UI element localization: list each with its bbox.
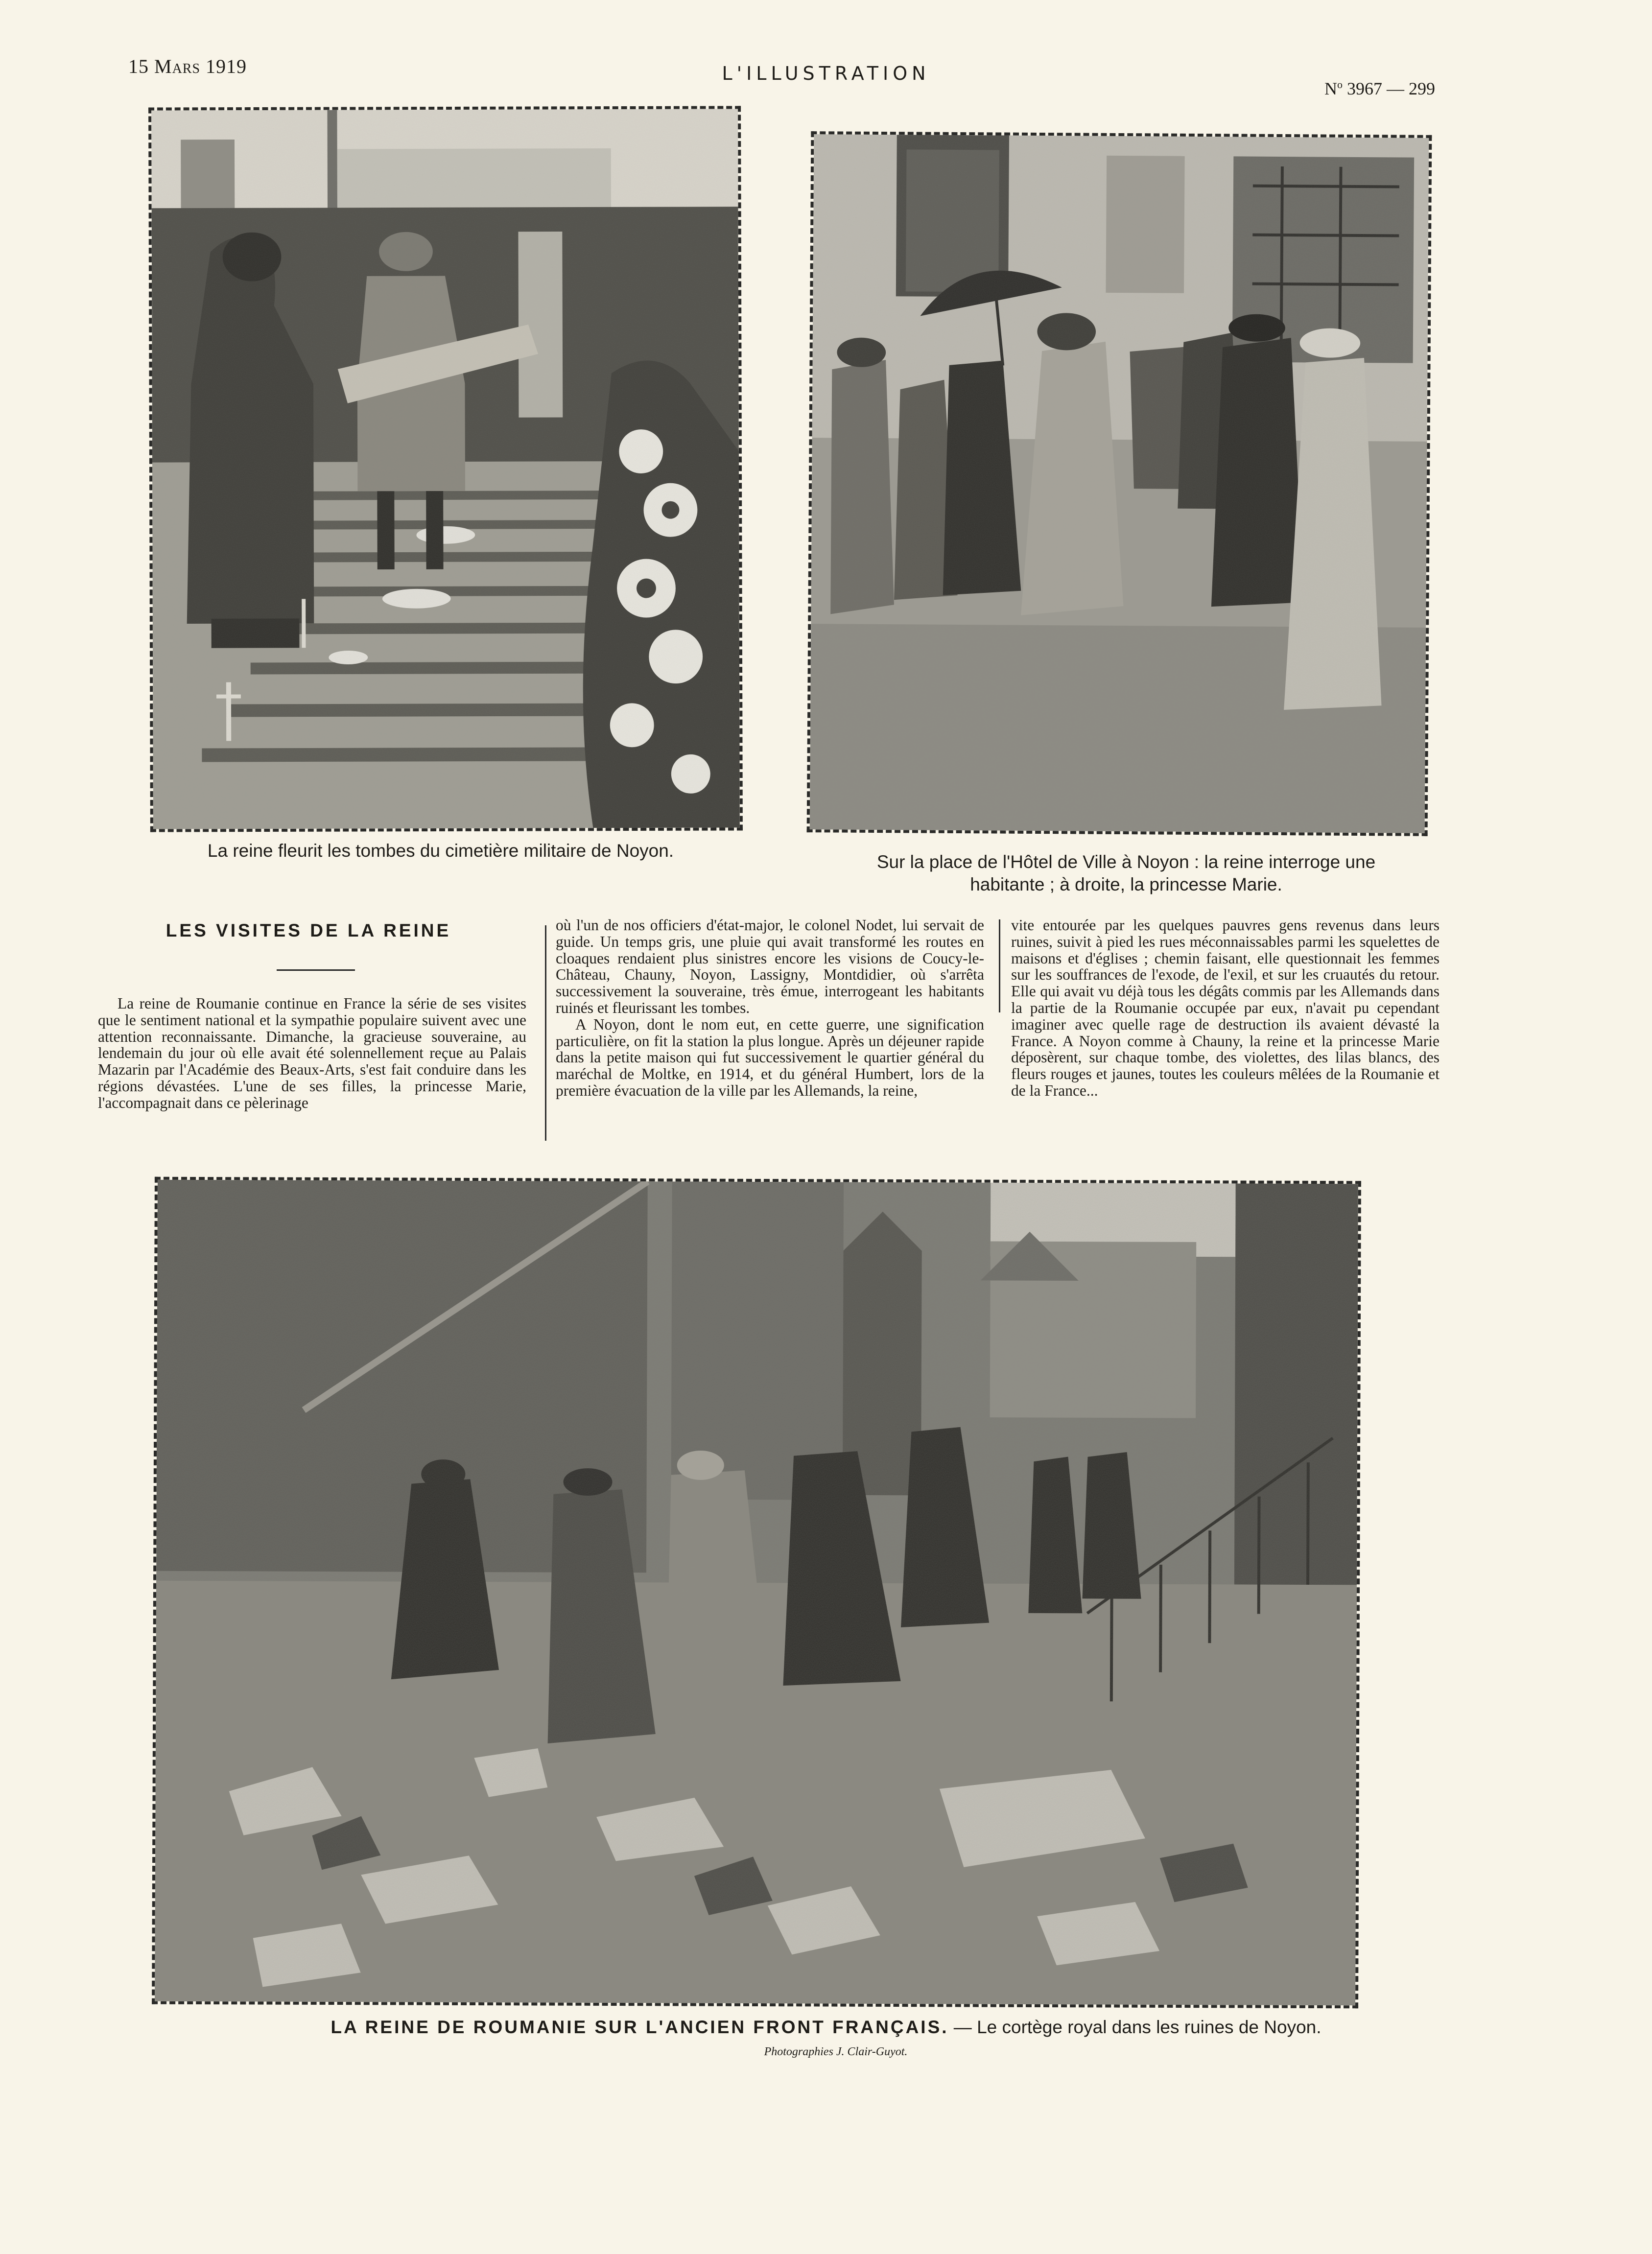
main-caption-dash: — xyxy=(948,2017,977,2037)
main-caption-headline: LA REINE DE ROUMANIE SUR L'ANCIEN FRONT FRANÇAIS. xyxy=(330,2017,949,2037)
article-column-1 xyxy=(98,995,526,1111)
page-number: 299 xyxy=(1409,79,1435,98)
issue-prefix: N xyxy=(1324,79,1337,98)
title-rule xyxy=(277,969,355,971)
photo-cemetery xyxy=(148,106,743,832)
paragraph: La reine de Roumanie continue en France la série de ses visites que le sentiment national et la sympathie populaire suivent avec une attention reconnaissante. Dimanche, la gracieuse souveraine, au lendemain du jour où elle avait été solennellement reçue au Palais Mazarin par l'Académie des Beaux-Arts, s'est fait conduire dans les régions dévastées. L'une de ses filles, la princesse Marie, l'accompagnait dans ce pèlerinage xyxy=(98,995,526,1111)
hotel-de-ville-photo-image xyxy=(810,134,1429,833)
paragraph: vite entourée par les quelques pauvres gens revenus dans leurs ruines, suivit à pied les rues méconnaissables parmi les squelettes de maisons et d'églises ; chemin faisant, elle questionnait les femmes sur les souffrances de l'exode, de l'exil, et sur les cruautés du retour. Elle qui avait vu déjà tous les dégâts commis par les Allemands dans la partie de la Roumanie occupée par eux, n'avait pu cependant imaginer avec quelle rage de destruction ils avaient dévasté la France. A Noyon comme à Chauny, la reine et la princesse Marie déposèrent, sur chaque tombe, des violettes, des lilas blancs, des fleurs rouges et jaunes, toutes les couleurs mêlées de la Roumanie et de la France... xyxy=(1011,916,1440,1099)
issue-date: 15 Mars 1919 xyxy=(128,55,247,77)
paragraph: A Noyon, dont le nom eut, en cette guerre, une signification particulière, on fit la station la plus longue. Après un déjeuner rapide dans la petite maison qui fut successivement le quartier général du maréchal de Moltke, en 1914, et du général Humbert, lors de la première évacuation de la ville par les Allemands, la reine, xyxy=(556,1015,984,1099)
photo-credit: Photographies J. Clair-Guyot. xyxy=(764,2045,908,2058)
issue-prefix-sup: o xyxy=(1337,78,1343,91)
article-column-2 xyxy=(556,917,984,1099)
photo-caption-cemetery: La reine fleurit les tombes du cimetière militaire de Noyon. xyxy=(207,841,674,861)
ruins-photo-image xyxy=(155,1180,1358,2006)
separator: — xyxy=(1387,79,1404,98)
column-divider xyxy=(545,925,546,1141)
main-caption-description: Le cortège royal dans les ruines de Noyon. xyxy=(977,2017,1322,2037)
main-photo-caption xyxy=(0,2017,1652,2038)
article-column-3 xyxy=(1011,917,1440,1099)
issue-number: 3967 xyxy=(1347,79,1382,98)
article-title: LES VISITES DE LA REINE xyxy=(165,920,451,940)
masthead: L'ILLUSTRATION xyxy=(722,63,930,84)
photo-hotel-de-ville xyxy=(807,131,1432,836)
photo-caption-hotel-de-ville: Sur la place de l'Hôtel de Ville à Noyon : la reine interroge une habitante ; à droite, la princesse Marie. xyxy=(876,852,1376,894)
paragraph: où l'un de nos officiers d'état-major, le colonel Nodet, lui servait de guide. Un temps gris, une pluie qui avait transformé les routes en cloaques rendaient plus sinistres encore les visions de Coucy-le-Château, Chauny, Noyon, Lassigny, Montdidier, où s'arrêta successivement la souveraine, très émue, interrogeant les habitants ruinés et fleurissant les tombes. xyxy=(556,916,984,1016)
photo-ruins xyxy=(152,1177,1361,2009)
cemetery-photo-image xyxy=(151,109,740,829)
column-divider xyxy=(999,919,1000,1012)
issue-page-number xyxy=(1324,78,1435,99)
